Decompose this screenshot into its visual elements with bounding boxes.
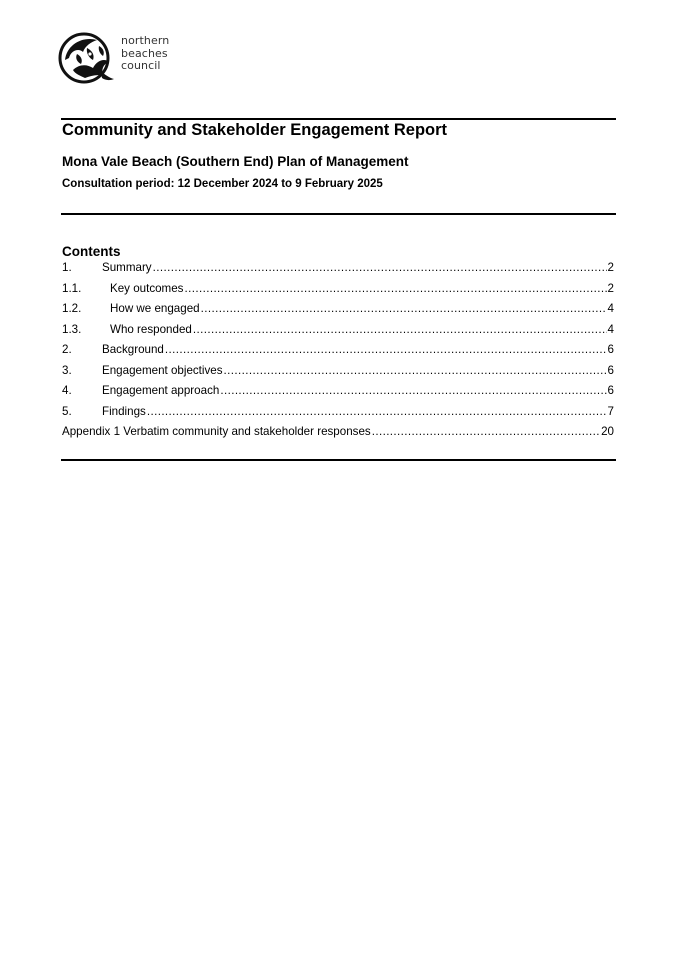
toc-entry-page: 7 <box>607 404 614 418</box>
toc-entry-page: 4 <box>607 322 614 336</box>
table-of-contents <box>62 260 614 445</box>
contents-heading: Contents <box>62 244 121 259</box>
toc-dot-leader <box>165 342 607 358</box>
toc-entry-title[interactable]: Appendix 1 Verbatim community and stakeholder responses <box>62 425 371 438</box>
council-logo <box>57 30 169 84</box>
toc-entry-page: 6 <box>607 384 614 397</box>
toc-entry[interactable] <box>62 260 614 281</box>
logo-wordmark <box>121 35 169 73</box>
toc-entry-appendix[interactable] <box>62 424 614 445</box>
toc-entry-page: 20 <box>601 425 614 438</box>
top-divider <box>61 118 616 120</box>
toc-entry-page: 6 <box>607 363 614 377</box>
toc-entry-page: 4 <box>607 302 614 315</box>
toc-entry[interactable] <box>62 342 614 363</box>
toc-entry-number: 3. <box>62 363 72 377</box>
toc-entry-page: 6 <box>607 343 614 356</box>
toc-dot-leader <box>201 301 607 317</box>
toc-dot-leader <box>193 322 607 338</box>
toc-dot-leader <box>220 383 606 399</box>
toc-entry-number: 1.1. <box>62 281 82 295</box>
toc-entry[interactable] <box>62 404 614 425</box>
toc-entry-page: 2 <box>607 261 614 274</box>
toc-entry-title[interactable]: Engagement objectives <box>102 363 223 377</box>
report-subtitle: Mona Vale Beach (Southern End) Plan of Management <box>62 154 409 169</box>
toc-dot-leader <box>147 404 607 420</box>
consultation-period: Consultation period: 12 December 2024 to 9 February 2025 <box>62 178 383 190</box>
bottom-divider <box>61 459 616 461</box>
toc-dot-leader <box>372 424 600 440</box>
toc-entry-title[interactable]: Engagement approach <box>102 384 220 397</box>
toc-entry-title[interactable]: Background <box>102 343 164 356</box>
logo-line-2: beaches <box>121 46 168 60</box>
toc-entry-title[interactable]: Key outcomes <box>110 281 184 295</box>
toc-entry-number: 1.3. <box>62 322 82 336</box>
toc-entry-title[interactable]: Summary <box>102 261 152 274</box>
toc-entry[interactable] <box>62 281 614 302</box>
toc-dot-leader <box>184 281 606 297</box>
toc-entry-title[interactable]: How we engaged <box>110 302 200 315</box>
toc-entry-title[interactable]: Who responded <box>110 322 192 336</box>
report-title: Community and Stakeholder Engagement Report <box>62 121 448 139</box>
toc-dot-leader <box>153 260 607 276</box>
council-emblem-icon <box>57 30 115 84</box>
toc-entry-number: 1.2. <box>62 302 82 315</box>
middle-divider <box>61 213 616 215</box>
toc-dot-leader <box>224 363 607 379</box>
toc-entry-number: 2. <box>62 343 72 356</box>
toc-entry-number: 5. <box>62 404 72 418</box>
toc-entry[interactable] <box>62 301 614 322</box>
toc-entry[interactable] <box>62 383 614 404</box>
toc-entry-number: 4. <box>62 384 72 397</box>
toc-entry-number: 1. <box>62 261 72 274</box>
logo-line-1: northern <box>121 34 170 47</box>
toc-entry[interactable] <box>62 322 614 343</box>
toc-entry[interactable] <box>62 363 614 384</box>
toc-entry-title[interactable]: Findings <box>102 404 146 418</box>
logo-line-3: council <box>121 59 161 72</box>
toc-entry-page: 2 <box>607 281 614 295</box>
